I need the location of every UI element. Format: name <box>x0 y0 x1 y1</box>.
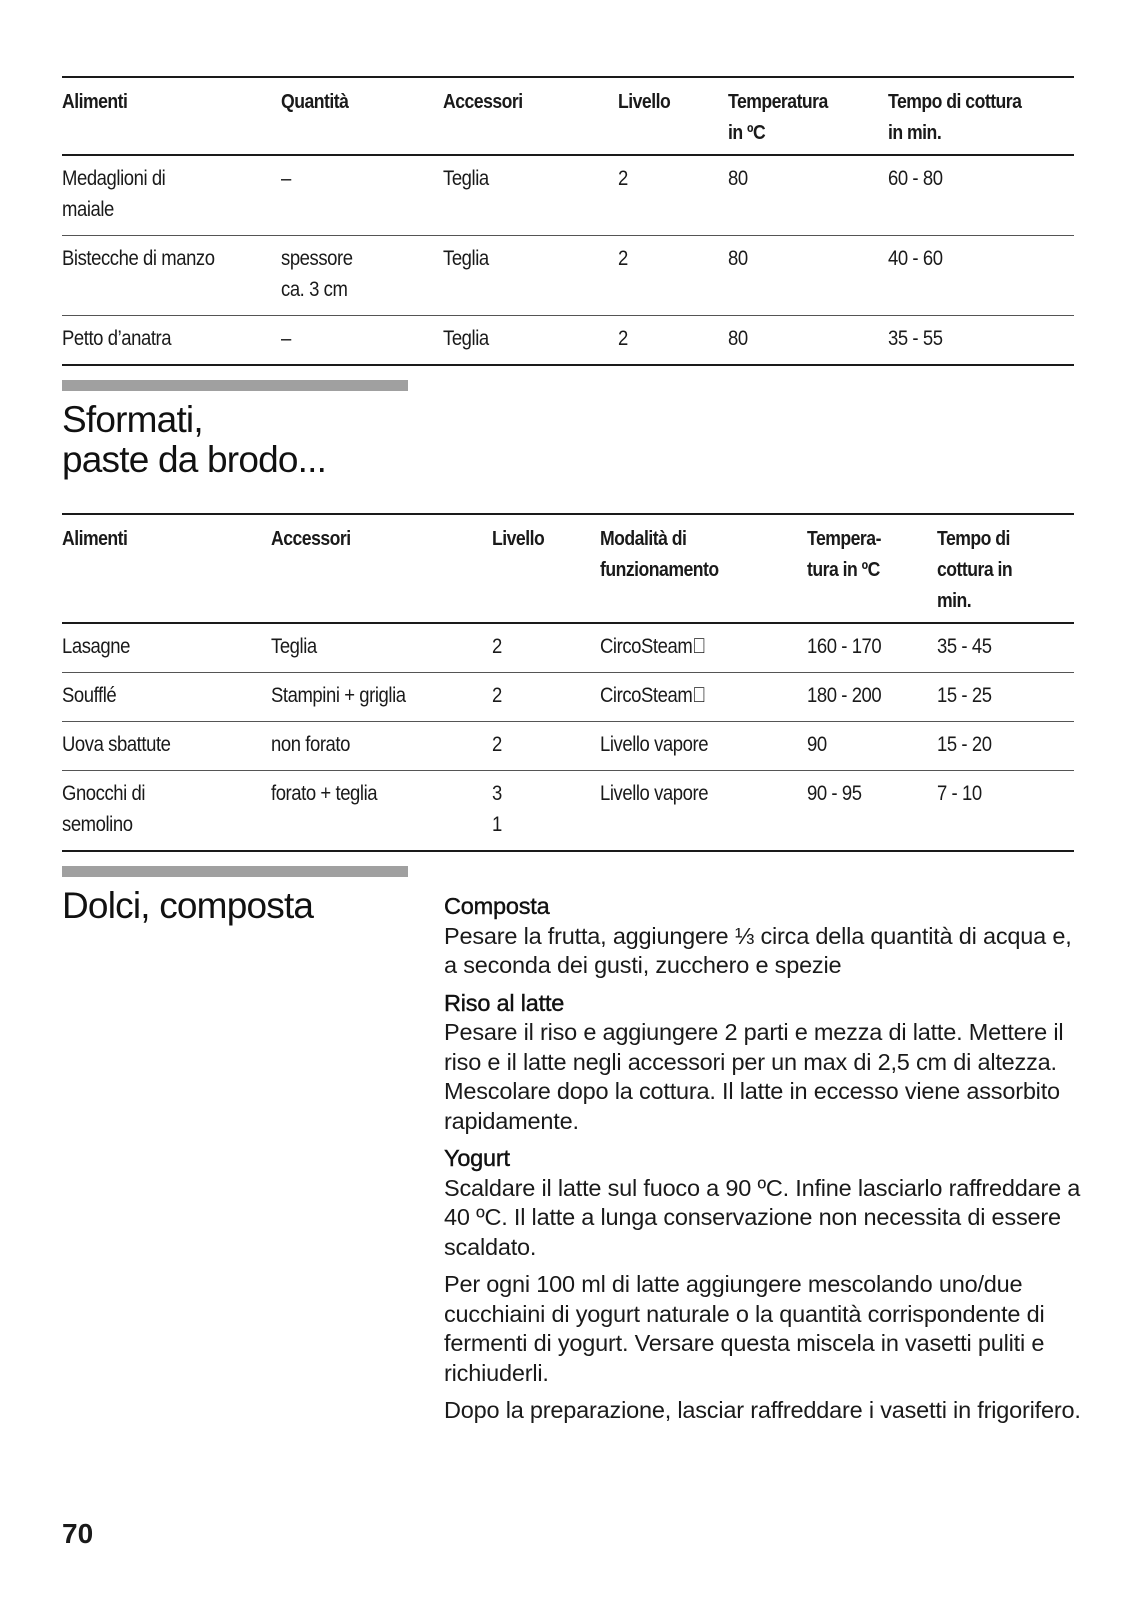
cell-livello: 2 <box>492 732 502 756</box>
sformati-cooking-table <box>62 513 1074 852</box>
cell-livello: 3 1 <box>492 781 502 836</box>
cell-tempo: 15 - 20 <box>937 732 992 756</box>
header-temperatura: Temperatura in ºC <box>728 90 828 144</box>
cell-temperatura: 90 - 95 <box>807 781 862 805</box>
cell-tempo: 60 - 80 <box>888 166 943 190</box>
cell-alimento: Soufflé <box>62 683 117 707</box>
cell-tempo: 7 - 10 <box>937 781 982 805</box>
cell-temperatura: 80 <box>728 246 748 270</box>
section-title-sformati <box>62 400 326 480</box>
header-alimenti: Alimenti <box>62 527 128 550</box>
yogurt-subtitle: Yogurt <box>444 1145 510 1171</box>
cell-accessori: Teglia <box>443 326 489 350</box>
table-header-row <box>62 77 1074 155</box>
cell-temperatura: 180 - 200 <box>807 683 882 707</box>
dolci-content <box>444 892 1084 1426</box>
cell-livello: 2 <box>492 634 502 658</box>
cell-accessori: Teglia <box>271 634 317 658</box>
table-row <box>62 623 1074 673</box>
section-title-line1: Sformati, <box>62 399 203 440</box>
cell-modalita: Livello vapore <box>600 732 709 756</box>
yogurt-text-1: Scaldare il latte sul fuoco a 90 ºC. Infine lasciarlo raffreddare a 40 ºC. Il latte a lunga conservazione non necessita di essere scaldato. <box>444 1174 1081 1260</box>
cell-accessori: non forato <box>271 732 350 756</box>
cell-quantita: spessore ca. 3 cm <box>281 246 353 301</box>
cell-alimento: Uova sbattute <box>62 732 171 756</box>
header-alimenti: Alimenti <box>62 90 128 113</box>
cell-quantita: – <box>281 166 291 190</box>
table-row <box>62 722 1074 771</box>
cell-livello: 2 <box>618 326 628 350</box>
cell-modalita: Livello vapore <box>600 781 709 805</box>
composta-text: Pesare la frutta, aggiungere ⅓ circa della quantità di acqua e, a seconda dei gusti, zucchero e spezie <box>444 922 1072 978</box>
section-title-dolci: Dolci, composta <box>62 885 314 926</box>
cell-alimento: Medaglioni di maiale <box>62 166 166 221</box>
yogurt-text-2: Per ogni 100 ml di latte aggiungere mescolando uno/due cucchiaini di yogurt naturale o la quantità corrispondente di fermenti di yogurt. Versare questa miscela in vasetti puliti e richiuderli. <box>444 1271 1045 1386</box>
table-row <box>62 771 1074 852</box>
yogurt-text-3: Dopo la preparazione, lasciar raffreddare i vasetti in frigorifero. <box>444 1397 1081 1423</box>
header-accessori: Accessori <box>443 90 523 113</box>
cell-accessori: Stampini + griglia <box>271 683 406 707</box>
cell-tempo: 15 - 25 <box>937 683 992 707</box>
section-bar <box>62 380 408 391</box>
header-temperatura: Tempera- tura in ºC <box>807 527 881 581</box>
cell-alimento: Gnocchi di semolino <box>62 781 146 836</box>
cell-temperatura: 90 <box>807 732 827 756</box>
cell-alimento: Petto d’anatra <box>62 326 172 350</box>
riso-text: Pesare il riso e aggiungere 2 parti e mezza di latte. Mettere il riso e il latte negli accessori per un max di 2,5 cm di altezza. Mescolare dopo la cottura. Il latte in eccesso viene assorbito rapidamente. <box>444 1019 1064 1134</box>
cell-tempo: 35 - 45 <box>937 634 992 658</box>
table-row <box>62 673 1074 722</box>
cell-accessori: Teglia <box>443 166 489 190</box>
cell-quantita: – <box>281 326 291 350</box>
page-number: 70 <box>62 1518 94 1549</box>
header-quantita: Quantità <box>281 90 349 113</box>
header-livello: Livello <box>492 527 545 550</box>
header-accessori: Accessori <box>271 527 351 550</box>
header-modalita: Modalità di funzionamento <box>600 527 719 581</box>
cell-livello: 2 <box>492 683 502 707</box>
cell-temperatura: 80 <box>728 326 748 350</box>
section-bar <box>62 866 408 877</box>
riso-subtitle: Riso al latte <box>444 989 565 1016</box>
cell-modalita: CircoSteam  <box>600 634 706 658</box>
table-row <box>62 236 1074 316</box>
cell-alimento: Bistecche di manzo <box>62 246 215 270</box>
cell-tempo: 35 - 55 <box>888 326 943 350</box>
table-header-row <box>62 514 1074 623</box>
cell-accessori: Teglia <box>443 246 489 270</box>
cell-livello: 2 <box>618 166 628 190</box>
table-row <box>62 316 1074 366</box>
cell-livello: 2 <box>618 246 628 270</box>
meat-cooking-table <box>62 76 1074 366</box>
cell-temperatura: 80 <box>728 166 748 190</box>
header-livello: Livello <box>618 90 671 113</box>
cell-alimento: Lasagne <box>62 634 130 658</box>
cell-accessori: forato + teglia <box>271 781 378 805</box>
cell-modalita: CircoSteam  <box>600 683 706 707</box>
cell-tempo: 40 - 60 <box>888 246 943 270</box>
header-tempo: Tempo di cottura in min. <box>888 90 1022 144</box>
composta-subtitle: Composta <box>444 893 550 919</box>
table-row <box>62 155 1074 236</box>
section-title-line2: paste da brodo... <box>62 439 327 480</box>
header-tempo: Tempo di cottura in min. <box>937 527 1013 612</box>
cell-temperatura: 160 - 170 <box>807 634 882 658</box>
